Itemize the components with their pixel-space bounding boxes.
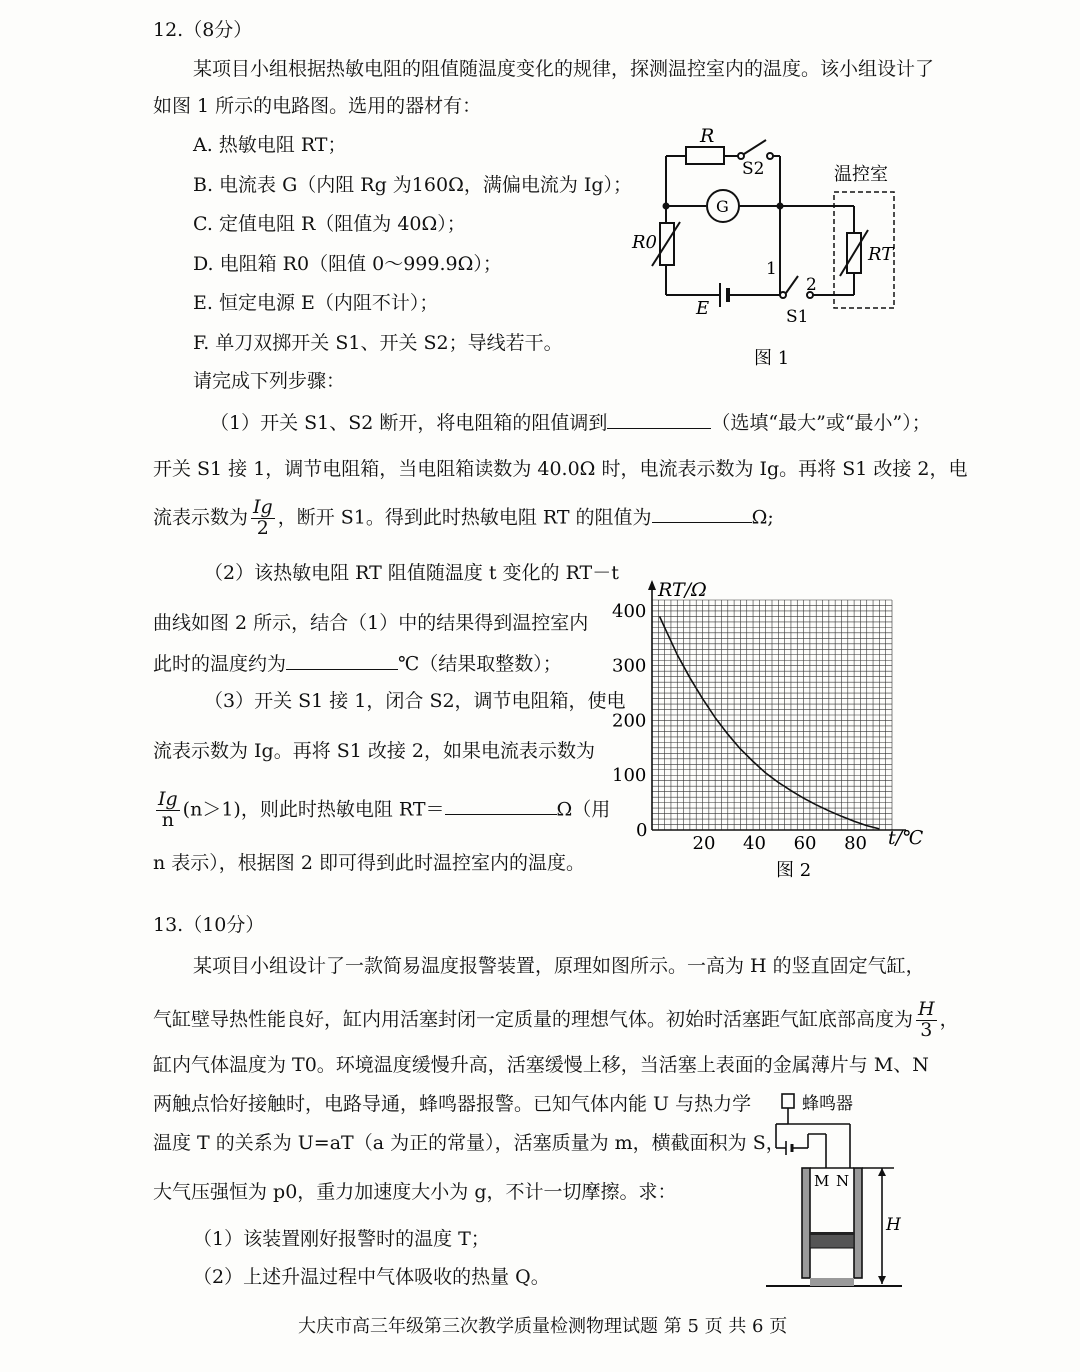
part2-line1: （2）该热敏电阻 RT 阻值随温度 t 变化的 RT－t bbox=[204, 562, 619, 584]
fraction-h-numerator: H bbox=[918, 998, 935, 1020]
part3-text-c: (n＞1)，则此时热敏电阻 RT＝ bbox=[182, 798, 445, 821]
chart-ylabel: RT/Ω bbox=[658, 579, 707, 601]
q13-sub2: （2）上述升温过程中气体吸收的热量 Q。 bbox=[193, 1266, 550, 1288]
q13-line2 bbox=[153, 1000, 959, 1041]
origin-label: 0 bbox=[636, 820, 648, 841]
equipment-d: D. 电阻箱 R0（阻值 0～999.9Ω）； bbox=[193, 253, 502, 275]
q13-text-l2-end: ， bbox=[939, 1008, 959, 1031]
fraction-h-over-3 bbox=[916, 1000, 937, 1041]
y-tick-label: 200 bbox=[612, 710, 647, 732]
label-e: E bbox=[696, 298, 710, 319]
label-s2: S2 bbox=[742, 159, 765, 179]
part2-line2: 曲线如图 2 所示，结合（1）中的结果得到温控室内 bbox=[153, 612, 589, 634]
label-2: 2 bbox=[806, 275, 817, 295]
chart-xlabel: t/℃ bbox=[888, 827, 924, 849]
fraction-h-denominator: 3 bbox=[920, 1018, 933, 1041]
label-buzzer: 蜂鸣器 bbox=[802, 1094, 853, 1114]
part2-blank bbox=[286, 651, 398, 670]
equipment-a: A. 热敏电阻 RT； bbox=[193, 134, 347, 156]
part3-line1: （3）开关 S1 接 1，闭合 S2，调节电阻箱，使电 bbox=[204, 690, 626, 712]
fraction-ig-over-n bbox=[156, 790, 180, 831]
q13-line1: 某项目小组设计了一款简易温度报警装置，原理如图所示。一高为 H 的竖直固定气缸， bbox=[193, 955, 925, 977]
part1-text-b: （选填“最大”或“最小”）； bbox=[711, 412, 931, 434]
fraction-ig-numerator: Ig bbox=[253, 496, 273, 518]
steps-intro: 请完成下列步骤： bbox=[193, 370, 346, 392]
part3-line3 bbox=[153, 790, 610, 831]
y-tick-label: 100 bbox=[612, 765, 647, 787]
figure-2-chart bbox=[600, 572, 940, 888]
label-h: H bbox=[886, 1215, 901, 1235]
chart-grid bbox=[652, 600, 892, 830]
q13-sub1: （1）该装置刚好报警时的温度 T； bbox=[193, 1228, 490, 1250]
part1-text-e: ，断开 S1。得到此时热敏电阻 RT 的阻值为 bbox=[277, 506, 652, 529]
part2-line3 bbox=[153, 651, 562, 676]
fraction-ign-numerator: Ig bbox=[158, 788, 178, 810]
equipment-e: E. 恒定电源 E（内阻不计）； bbox=[193, 292, 439, 314]
q13-line6: 大气压强恒为 p0，重力加速度大小为 g，不计一切摩擦。求： bbox=[153, 1181, 677, 1203]
part2-text-c: 此时的温度约为 bbox=[153, 653, 287, 675]
figure-1-circuit bbox=[620, 118, 910, 378]
label-r: R bbox=[700, 125, 715, 147]
part1-blank-2 bbox=[652, 504, 752, 523]
fraction-ig-denominator: 2 bbox=[256, 516, 269, 539]
q12-intro-line2: 如图 1 所示的电路图。选用的器材有： bbox=[153, 95, 482, 117]
part1-text-f: Ω; bbox=[751, 506, 774, 529]
equipment-b: B. 电流表 G（内阻 Rg 为160Ω，满偏电流为 Ig）； bbox=[193, 174, 633, 196]
label-n: N bbox=[836, 1172, 850, 1190]
part1-blank-1 bbox=[607, 410, 711, 429]
label-rt: RT bbox=[868, 244, 894, 265]
figure-cylinder bbox=[762, 1086, 922, 1296]
part1-line2: 开关 S1 接 1，调节电阻箱，当电阻箱读数为 40.0Ω 时，电流表示数为 Ig。再将 S1 改接 2，电 bbox=[153, 458, 968, 480]
q13-line4: 两触点恰好接触时，电路导通，蜂鸣器报警。已知气体内能 U 与热力学 bbox=[153, 1093, 752, 1115]
label-m: M bbox=[814, 1172, 830, 1190]
q13-text-l2: 气缸壁导热性能良好，缸内用活塞封闭一定质量的理想气体。初始时活塞距气缸底部高度为 bbox=[153, 1008, 914, 1031]
part1-text-d: 流表示数为 bbox=[153, 506, 249, 529]
piston bbox=[810, 1234, 854, 1248]
figure-1-caption: 图 1 bbox=[754, 348, 790, 369]
part3-blank bbox=[445, 796, 557, 815]
resistor-r bbox=[686, 147, 724, 164]
q13-header: 13.（10分） bbox=[153, 914, 265, 936]
chart-axes bbox=[648, 580, 906, 830]
fraction-ign-denominator: n bbox=[161, 808, 174, 831]
label-s1: S1 bbox=[786, 307, 809, 327]
x-tick-label: 60 bbox=[793, 833, 817, 854]
part2-text-d: ℃（结果取整数）； bbox=[398, 653, 562, 675]
label-r0: R0 bbox=[632, 232, 658, 253]
part3-line4: n 表示），根据图 2 即可得到此时温控室内的温度。 bbox=[153, 852, 585, 874]
equipment-c: C. 定值电阻 R（阻值为 40Ω）； bbox=[193, 213, 466, 235]
equipment-f: F. 单刀双掷开关 S1、开关 S2；导线若干。 bbox=[193, 332, 563, 354]
x-tick-label: 20 bbox=[692, 833, 716, 854]
y-tick-label: 400 bbox=[612, 600, 647, 622]
fraction-ig-over-2 bbox=[251, 498, 275, 539]
part3-line2: 流表示数为 Ig。再将 S1 改接 2，如果电流表示数为 bbox=[153, 740, 596, 762]
y-axis-arrow bbox=[648, 580, 656, 590]
label-g: G bbox=[716, 197, 729, 216]
q12-intro-line1: 某项目小组根据热敏电阻的阻值随温度变化的规律，探测温控室内的温度。该小组设计了 bbox=[193, 58, 935, 80]
q13-line3: 缸内气体温度为 T0。环境温度缓慢升高，活塞缓慢上移，当活塞上表面的金属薄片与 M、N bbox=[153, 1054, 929, 1076]
page-footer: 大庆市高三年级第三次教学质量检测物理试题 第 5 页 共 6 页 bbox=[298, 1316, 788, 1337]
q12-header: 12.（8分） bbox=[153, 19, 253, 41]
x-tick-label: 40 bbox=[743, 833, 766, 854]
y-tick-label: 300 bbox=[612, 655, 647, 677]
part1-line1 bbox=[210, 410, 931, 435]
part1-text-a: （1）开关 S1、S2 断开，将电阻箱的阻值调到 bbox=[210, 412, 608, 434]
x-tick-label: 80 bbox=[844, 833, 868, 854]
part1-line3 bbox=[153, 498, 774, 539]
buzzer-icon bbox=[782, 1094, 794, 1108]
q13-line5: 温度 T 的关系为 U=aT（a 为正的常量），活塞质量为 m，横截面积为 S， bbox=[153, 1132, 785, 1154]
figure-2-caption: 图 2 bbox=[776, 860, 812, 881]
label-1: 1 bbox=[766, 259, 777, 279]
part3-text-d: Ω（用 bbox=[556, 798, 611, 821]
label-room: 温控室 bbox=[834, 164, 888, 185]
